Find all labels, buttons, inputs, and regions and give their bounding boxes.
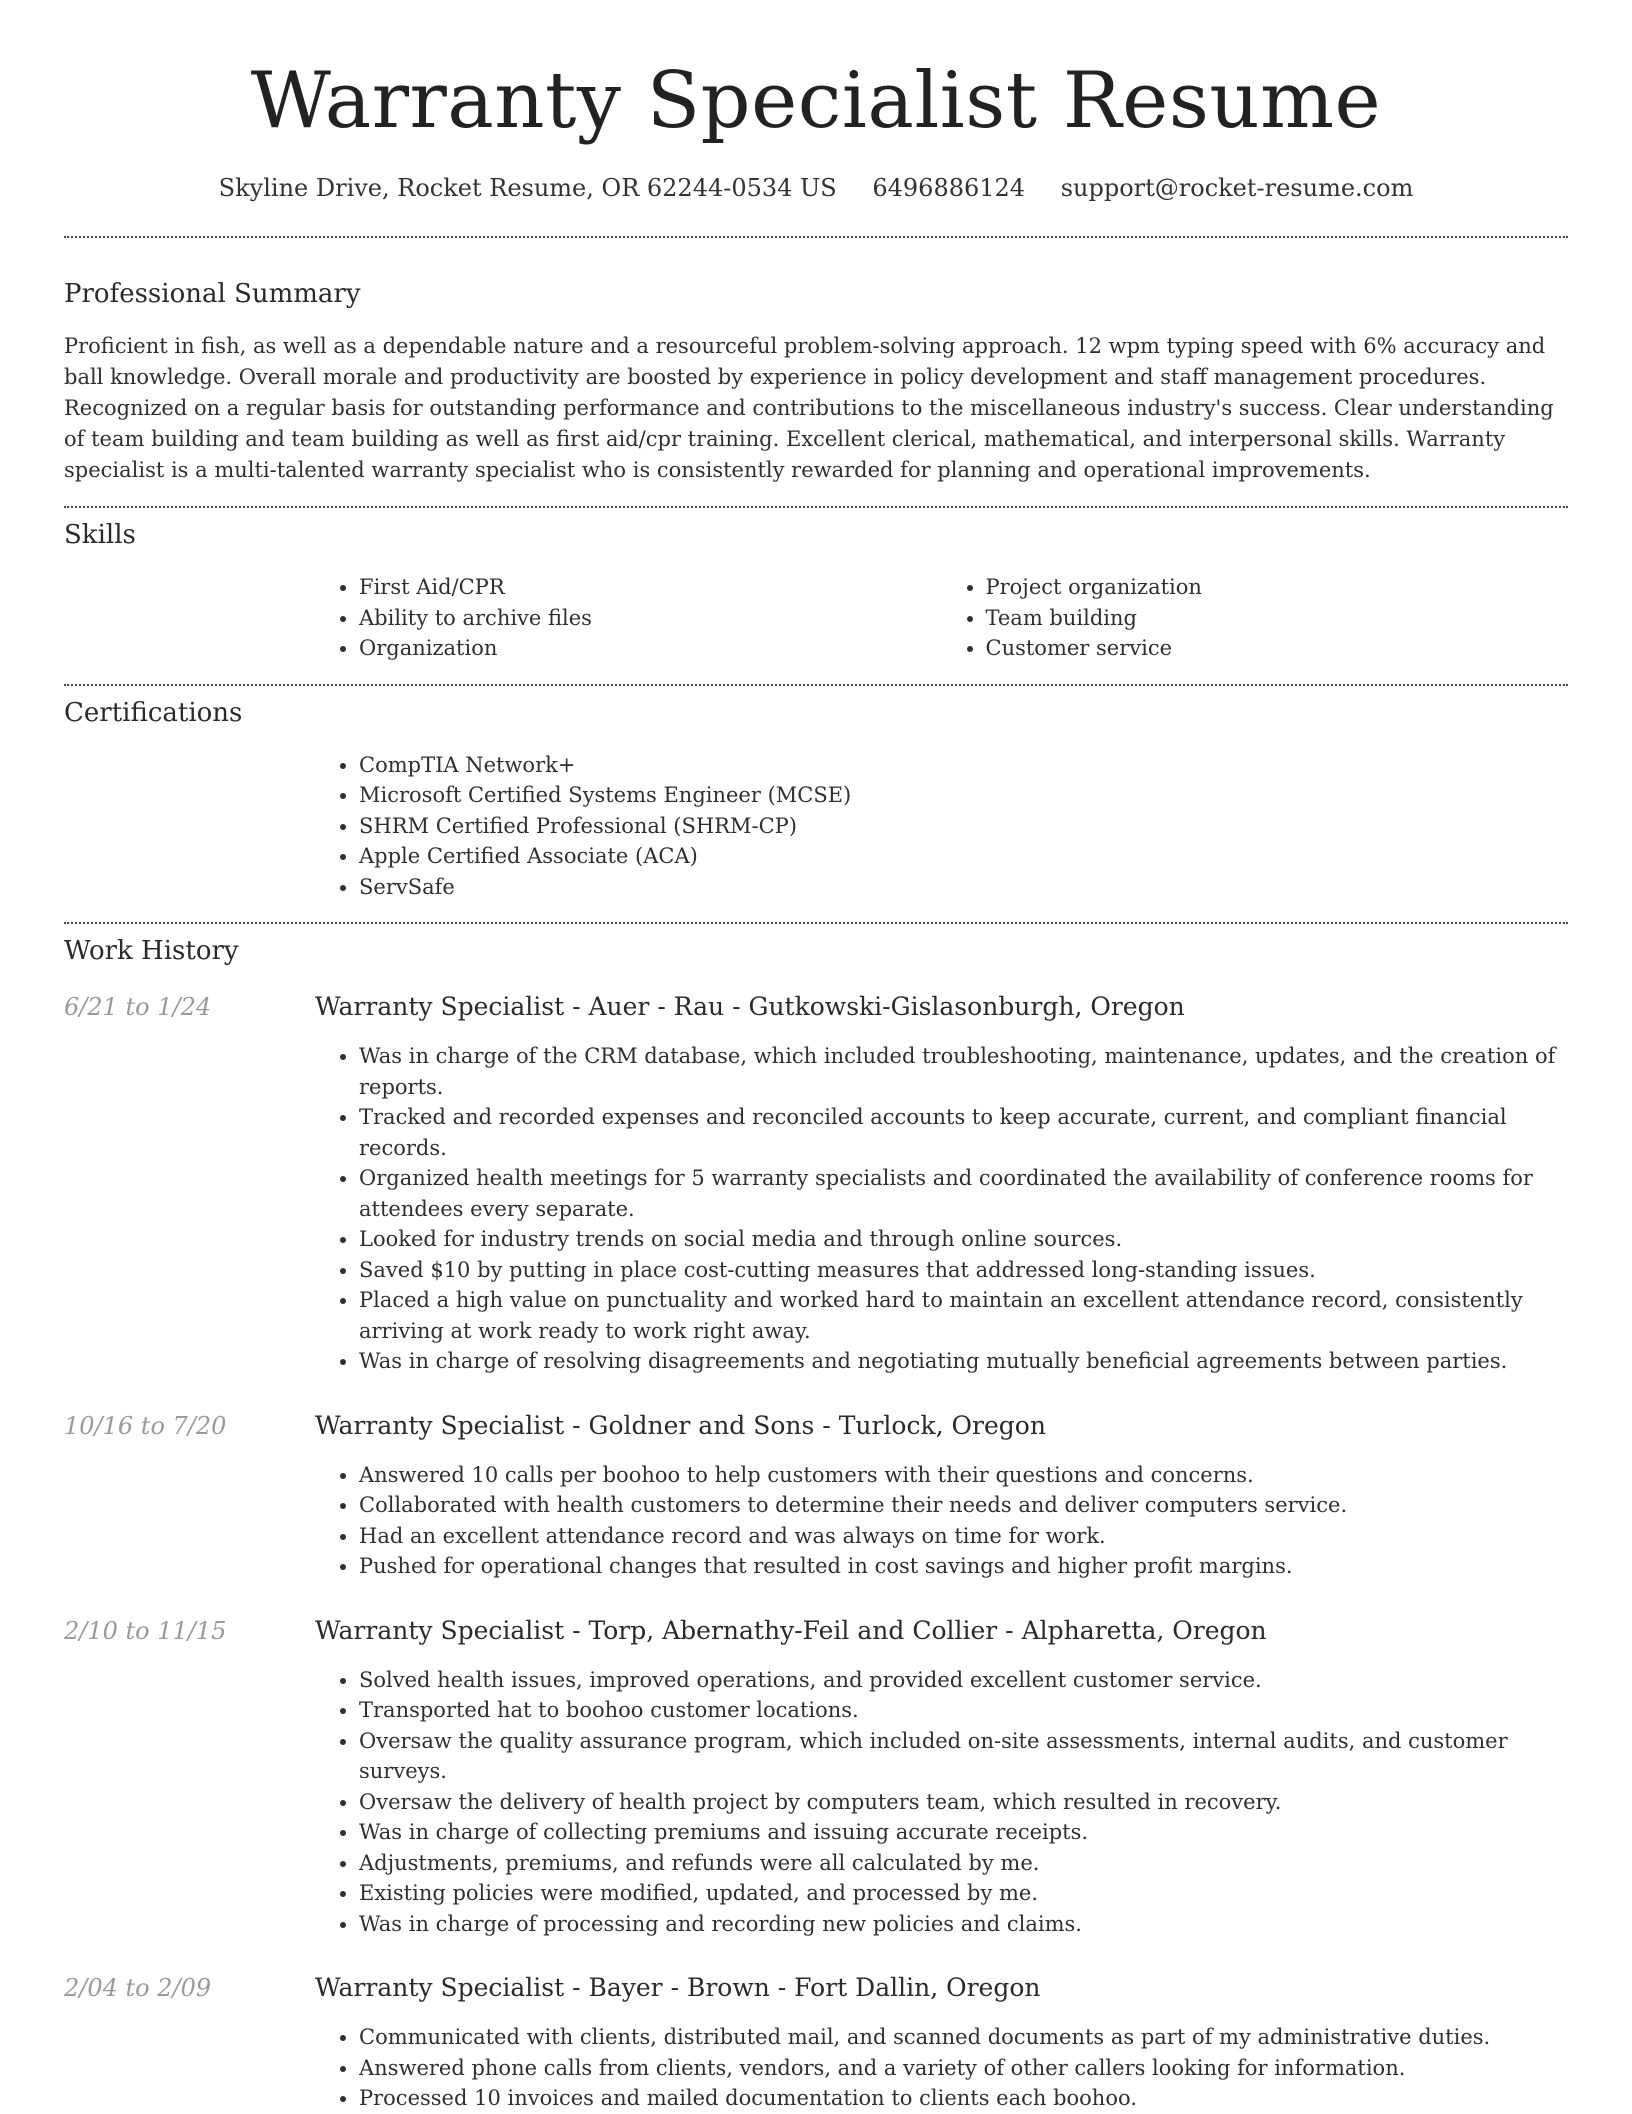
- list-item: • Ability to archive files: [359, 603, 942, 634]
- list-item: • Answered phone calls from clients, vendors, and a variety of other callers looking for information.: [359, 2053, 1568, 2084]
- divider: [64, 922, 1568, 924]
- job-bullets: [315, 2022, 1568, 2114]
- list-item: • Pushed for operational changes that resulted in cost savings and higher profit margins.: [359, 1551, 1568, 1582]
- jobs-container: [64, 992, 1568, 2114]
- list-item: • Had an excellent attendance record and was always on time for work.: [359, 1521, 1568, 1552]
- skills-list-right: [942, 572, 1569, 664]
- list-item: • Collaborated with health customers to determine their needs and deliver computers service.: [359, 1490, 1568, 1521]
- list-item: • SHRM Certified Professional (SHRM-CP): [359, 811, 1568, 842]
- list-item: • Answered 10 calls per boohoo to help customers with their questions and concerns.: [359, 1460, 1568, 1491]
- job-bullets: [315, 1041, 1568, 1377]
- list-item: • Team building: [986, 603, 1569, 634]
- job-title: Warranty Specialist - Auer - Rau - Gutkowski-Gislasonburgh, Oregon: [315, 992, 1185, 1021]
- list-item: • Communicated with clients, distributed mail, and scanned documents as part of my administrative duties.: [359, 2022, 1568, 2053]
- list-item: • Transported hat to boohoo customer locations.: [359, 1695, 1568, 1726]
- section-title-summary: Professional Summary: [64, 279, 361, 309]
- list-item: • Solved health issues, improved operations, and provided excellent customer service.: [359, 1665, 1568, 1696]
- list-item: • Existing policies were modified, updated, and processed by me.: [359, 1878, 1568, 1909]
- job-title: Warranty Specialist - Goldner and Sons - Turlock, Oregon: [315, 1410, 1046, 1440]
- work-history-section: [64, 936, 1568, 2114]
- job-entry: [64, 1973, 1568, 2114]
- job-title: Warranty Specialist - Bayer - Brown - Fort Dallin, Oregon: [315, 1973, 1041, 2002]
- list-item: • Tracked and recorded expenses and reconciled accounts to keep accurate, current, and compliant financial records.: [359, 1102, 1568, 1163]
- job-entry: [64, 1411, 1568, 1582]
- divider: [64, 506, 1568, 508]
- contact-phone: 6496886124: [872, 174, 1026, 202]
- list-item: • Microsoft Certified Systems Engineer (MCSE): [359, 780, 1568, 811]
- job-header: [64, 1973, 1568, 2002]
- section-title-skills: Skills: [64, 520, 136, 550]
- list-item: • Saved $10 by putting in place cost-cutting measures that addressed long-standing issues.: [359, 1255, 1568, 1286]
- job-dates: 10/16 to 7/20: [64, 1411, 227, 1440]
- summary-section: [64, 279, 1568, 486]
- section-title-certifications: Certifications: [64, 697, 243, 728]
- list-item: • Organization: [359, 633, 942, 664]
- job-header: [64, 992, 1568, 1021]
- job-header: [64, 1411, 1568, 1440]
- job-header: [64, 1616, 1568, 1645]
- list-item: • Adjustments, premiums, and refunds were all calculated by me.: [359, 1848, 1568, 1879]
- section-title-work-history: Work History: [64, 936, 239, 966]
- list-item: • Was in charge of the CRM database, which included troubleshooting, maintenance, updates, and the creation of reports.: [359, 1041, 1568, 1102]
- list-item: • Oversaw the quality assurance program, which included on-site assessments, internal audits, and customer surveys.: [359, 1726, 1568, 1787]
- list-item: • Looked for industry trends on social media and through online sources.: [359, 1224, 1568, 1255]
- contact-address: Skyline Drive, Rocket Resume, OR 62244-0534 US: [218, 174, 837, 202]
- list-item: • Was in charge of processing and recording new policies and claims.: [359, 1909, 1568, 1940]
- list-item: • Oversaw the delivery of health project by computers team, which resulted in recovery.: [359, 1787, 1568, 1818]
- job-dates: 2/10 to 11/15: [64, 1616, 227, 1645]
- skills-grid: [315, 572, 1568, 664]
- job-bullets: [315, 1460, 1568, 1582]
- list-item: • Customer service: [986, 633, 1569, 664]
- resume-title: Warranty Specialist Resume: [250, 56, 1382, 146]
- job-bullets: [315, 1665, 1568, 1940]
- list-item: • Project organization: [986, 572, 1569, 603]
- list-item: • Apple Certified Associate (ACA): [359, 841, 1568, 872]
- resume-page: [64, 0, 1568, 2114]
- contact-line: [64, 174, 1568, 202]
- list-item: • First Aid/CPR: [359, 572, 942, 603]
- list-item: • Processed 10 invoices and mailed documentation to clients each boohoo.: [359, 2083, 1568, 2114]
- list-item: • CompTIA Network+: [359, 750, 1568, 781]
- contact-email: support@rocket-resume.com: [1060, 174, 1414, 202]
- job-dates: 6/21 to 1/24: [64, 993, 212, 1021]
- skills-list-left: [315, 572, 942, 664]
- list-item: • Was in charge of resolving disagreements and negotiating mutually beneficial agreements between parties.: [359, 1346, 1568, 1377]
- skills-section: [64, 520, 1568, 664]
- job-entry: [64, 1616, 1568, 1940]
- list-item: • ServSafe: [359, 872, 1568, 903]
- certifications-list: [315, 750, 1568, 903]
- job-entry: [64, 992, 1568, 1377]
- divider: [64, 236, 1568, 238]
- list-item: • Placed a high value on punctuality and worked hard to maintain an excellent attendance record, consistently arriving at work ready to work right away.: [359, 1285, 1568, 1346]
- summary-text: Proficient in fish, as well as a dependable nature and a resourceful problem-solving approach. 12 wpm typing speed with 6% accuracy and ball knowledge. Overall morale and productivity are boosted by experience in policy development and staff management procedures. Recognized on a regular basis for outstanding performance and contributions to the miscellaneous industry's success. Clear understanding of team building and team building as well as first aid/cpr training. Excellent clerical, mathematical, and interpersonal skills. Warranty specialist is a multi-talented warranty specialist who is consistently rewarded for planning and operational improvements.: [64, 334, 1554, 482]
- list-item: • Organized health meetings for 5 warranty specialists and coordinated the availability of conference rooms for attendees every separate.: [359, 1163, 1568, 1224]
- certifications-section: [64, 698, 1568, 903]
- divider: [64, 684, 1568, 686]
- job-dates: 2/04 to 2/09: [64, 1974, 212, 2002]
- job-title: Warranty Specialist - Torp, Abernathy-Feil and Collier - Alpharetta, Oregon: [315, 1615, 1267, 1645]
- list-item: • Was in charge of collecting premiums and issuing accurate receipts.: [359, 1817, 1568, 1848]
